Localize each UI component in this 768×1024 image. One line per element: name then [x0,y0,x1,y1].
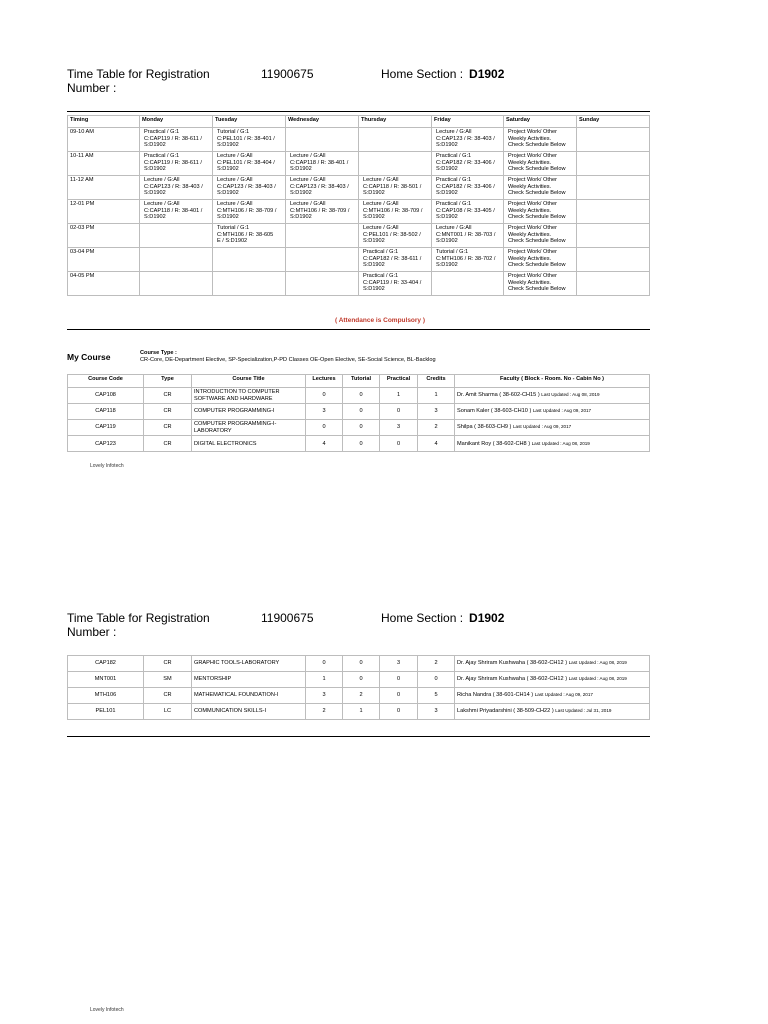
timetable-cell: Lecture / G:All C:MTH106 / R: 38-709 / S:D1902 [286,200,359,224]
timetable-time-slot: 02-03 PM [68,224,140,248]
timetable-cell: Project Work/ Other Weekly Activities. Check Schedule Below [504,224,577,248]
timetable-cell [432,272,504,296]
course-type: SM [144,672,192,688]
course-col-header: Lectures [306,375,343,388]
timetable-row [68,224,650,248]
course-code: CAP119 [68,420,144,436]
timetable-title: Time Table for Registration Number : [67,67,210,95]
course-lec: 3 [306,404,343,420]
timetable-row [68,128,650,152]
course-code: MTH106 [68,688,144,704]
faculty-name: Shilpa ( 38-603-CH9 ) [457,424,512,431]
last-updated: Last Updated : Aug 08, 2019 [541,392,600,398]
divider [67,736,650,737]
timetable-time-slot: 03-04 PM [68,248,140,272]
timetable-cell: Lecture / G:All C:PEL101 / R: 38-502 / S:D1902 [359,224,432,248]
timetable-cell: Lecture / G:All C:CAP123 / R: 38-403 / S:D1902 [286,176,359,200]
course-table [67,374,650,452]
timetable-cell [286,272,359,296]
timetable-cell [577,248,650,272]
course-faculty [455,404,650,420]
course-lec: 2 [306,704,343,720]
timetable-cell: Practical / G:1 C:CAP119 / R: 38-611 / S:D1902 [140,128,213,152]
course-col-header: Tutorial [343,375,380,388]
course-code: CAP118 [68,404,144,420]
course-prac: 0 [380,436,418,452]
course-tut: 2 [343,688,380,704]
my-course-title: My Course [67,352,111,362]
faculty-name: Sonam Kaler ( 38-603-CH10 ) [457,408,532,415]
faculty-name: Lakshmi Priyadarshini ( 38-509-CH22 ) [457,708,554,715]
timetable-cell [359,152,432,176]
attendance-note: ( Attendance is Compulsory ) [334,317,426,324]
timetable-cell: Tutorial / G:1 C:PEL101 / R: 38-401 / S:D1902 [213,128,286,152]
course-row [68,404,650,420]
course-title: MATHEMATICAL FOUNDATION-I [192,688,306,704]
course-code: CAP123 [68,436,144,452]
course-tut: 0 [343,420,380,436]
faculty-name: Dr. Amit Sharma ( 38-602-CH15 ) [457,392,540,399]
timetable-cell: Tutorial / G:1 C:MTH106 / R: 38-702 / S:D1902 [432,248,504,272]
course-title: COMPUTER PROGRAMMING-I [192,404,306,420]
timetable-time-slot: 09-10 AM [68,128,140,152]
course-prac: 0 [380,704,418,720]
registration-number: 11900675 [261,67,314,81]
course-title: COMPUTER PROGRAMMING-I-LABORATORY [192,420,306,436]
timetable-cell [213,248,286,272]
course-code: CAP182 [68,656,144,672]
timetable-title: Time Table for Registration Number : [67,611,210,639]
timetable-cell: Lecture / G:All C:MTH106 / R: 38-709 / S:D1902 [213,200,286,224]
last-updated: Last Updated : Aug 08, 2019 [531,440,590,446]
timetable-cell: Practical / G:1 C:CAP182 / R: 38-611 / S:D1902 [359,248,432,272]
course-cred: 1 [418,388,455,404]
timetable-cell [140,248,213,272]
course-col-header: Credits [418,375,455,388]
home-section [381,611,504,625]
course-row [68,388,650,404]
registration-number: 11900675 [261,611,314,625]
timetable-cell: Tutorial / G:1 C:MTH106 / R: 38-605 E / S:D1902 [213,224,286,248]
divider [67,111,650,112]
timetable-cell: Practical / G:1 C:CAP119 / R: 33-404 / S:D1902 [359,272,432,296]
timetable-cell: Lecture / G:All C:CAP118 / R: 38-401 / S:D1902 [140,200,213,224]
timetable-time-slot: 11-12 AM [68,176,140,200]
timetable-cell [286,128,359,152]
course-row [68,688,650,704]
footer-text: Lovely Infotech [90,463,124,469]
course-faculty [455,656,650,672]
course-lec: 4 [306,436,343,452]
timetable-col-header: Timing [68,116,140,128]
course-code: PEL101 [68,704,144,720]
timetable-cell: Project Work/ Other Weekly Activities. Check Schedule Below [504,176,577,200]
timetable-col-header: Sunday [577,116,650,128]
timetable-cell [140,272,213,296]
timetable-cell: Lecture / G:All C:MNT001 / R: 38-703 / S:D1902 [432,224,504,248]
course-type: CR [144,656,192,672]
course-faculty [455,672,650,688]
last-updated: Last Updated : Jul 31, 2019 [555,708,612,714]
course-prac: 0 [380,404,418,420]
timetable-col-header: Wednesday [286,116,359,128]
course-type-text: CR-Core, DE-Department Elective, SP-Specialization,P-PD Classes OE-Open Elective, SE-Social Science, BL-Backlog [140,356,436,363]
course-row [68,672,650,688]
course-table-continued [67,655,650,720]
course-lec: 0 [306,420,343,436]
course-cred: 2 [418,420,455,436]
course-prac: 3 [380,420,418,436]
timetable-cell: Practical / G:1 C:CAP182 / R: 33-406 / S:D1902 [432,152,504,176]
course-prac: 0 [380,688,418,704]
course-cred: 3 [418,404,455,420]
course-row [68,436,650,452]
timetable-time-slot: 10-11 AM [68,152,140,176]
course-row [68,420,650,436]
timetable-cell: Lecture / G:All C:CAP118 / R: 38-501 / S:D1902 [359,176,432,200]
course-title: COMMUNICATION SKILLS-I [192,704,306,720]
course-col-header: Course Title [192,375,306,388]
last-updated: Last Updated : Aug 09, 2017 [532,408,592,414]
timetable-cell: Lecture / G:All C:CAP118 / R: 38-401 / S:D1902 [286,152,359,176]
last-updated: Last Updated : Aug 08, 2019 [568,660,627,666]
course-type: CR [144,388,192,404]
timetable [67,115,650,296]
course-title: MENTORSHIP [192,672,306,688]
timetable-cell: Project Work/ Other Weekly Activities. Check Schedule Below [504,248,577,272]
course-table-header [68,375,650,388]
course-type-label: Course Type : [140,350,177,356]
timetable-cell: Project Work/ Other Weekly Activities. Check Schedule Below [504,152,577,176]
timetable-col-header: Friday [432,116,504,128]
timetable-row [68,176,650,200]
timetable-cell [577,176,650,200]
last-updated: Last Updated : Aug 08, 2019 [568,676,627,682]
timetable-cell: Project Work/ Other Weekly Activities. Check Schedule Below [504,200,577,224]
course-prac: 0 [380,672,418,688]
course-lec: 0 [306,388,343,404]
timetable-cell [286,248,359,272]
course-faculty [455,388,650,404]
timetable-row [68,248,650,272]
course-code: CAP108 [68,388,144,404]
timetable-cell [140,224,213,248]
course-tut: 0 [343,656,380,672]
footer-text: Lovely Infotech [90,1007,124,1013]
timetable-cell: Project Work/ Other Weekly Activities. Check Schedule Below [504,128,577,152]
faculty-name: Dr. Ajay Shriram Kushwaha ( 38-602-CH12 ) [457,660,568,667]
course-type-legend [140,350,436,364]
timetable-col-header: Thursday [359,116,432,128]
section-code: D1902 [469,611,505,625]
course-prac: 1 [380,388,418,404]
timetable-time-slot: 04-05 PM [68,272,140,296]
course-cred: 2 [418,656,455,672]
timetable-time-slot: 12-01 PM [68,200,140,224]
course-row [68,656,650,672]
course-col-header: Course Code [68,375,144,388]
timetable-col-header: Monday [140,116,213,128]
timetable-cell: Lecture / G:All C:MTH106 / R: 38-709 / S:D1902 [359,200,432,224]
timetable-cell [213,272,286,296]
timetable-cell [577,200,650,224]
course-cred: 0 [418,672,455,688]
course-cred: 3 [418,704,455,720]
timetable-cell: Lecture / G:All C:CAP123 / R: 38-403 / S:D1902 [140,176,213,200]
timetable-cell: Project Work/ Other Weekly Activities. Check Schedule Below [504,272,577,296]
course-tut: 0 [343,388,380,404]
course-type: CR [144,688,192,704]
course-tut: 0 [343,436,380,452]
timetable-cell: Practical / G:1 C:CAP108 / R: 33-405 / S:D1902 [432,200,504,224]
divider [67,329,650,330]
faculty-name: Manikant Roy ( 38-602-CH8 ) [457,440,531,447]
home-section [381,67,504,81]
timetable-cell: Lecture / G:All C:CAP123 / R: 38-403 / S:D1902 [213,176,286,200]
course-title: DIGITAL ELECTRONICS [192,436,306,452]
course-prac: 3 [380,656,418,672]
course-title: GRAPHIC TOOLS-LABORATORY [192,656,306,672]
last-updated: Last Updated : Aug 09, 2017 [512,424,572,430]
timetable-cell: Practical / G:1 C:CAP182 / R: 33-406 / S:D1902 [432,176,504,200]
timetable-cell [359,128,432,152]
course-lec: 1 [306,672,343,688]
home-section-label: Home Section : [381,67,464,81]
course-cred: 5 [418,688,455,704]
course-lec: 3 [306,688,343,704]
faculty-name: Richa Nandra ( 38-601-CH14 ) [457,692,534,699]
faculty-name: Dr. Ajay Shriram Kushwaha ( 38-602-CH12 ) [457,676,568,683]
section-code: D1902 [469,67,505,81]
timetable-cell: Lecture / G:All C:CAP123 / R: 38-403 / S:D1902 [432,128,504,152]
timetable-cell [577,128,650,152]
course-row [68,704,650,720]
timetable-cell [577,224,650,248]
course-col-header: Practical [380,375,418,388]
timetable-header-row [68,116,650,128]
course-type: CR [144,436,192,452]
course-type: CR [144,404,192,420]
course-tut: 1 [343,704,380,720]
course-title: INTRODUCTION TO COMPUTER SOFTWARE AND HARDWARE [192,388,306,404]
course-faculty [455,420,650,436]
timetable-row [68,200,650,224]
timetable-row [68,152,650,176]
course-faculty [455,704,650,720]
course-lec: 0 [306,656,343,672]
home-section-label: Home Section : [381,611,464,625]
course-faculty [455,436,650,452]
course-type: CR [144,420,192,436]
timetable-col-header: Tuesday [213,116,286,128]
last-updated: Last Updated : Aug 09, 2017 [534,692,593,698]
course-col-header: Type [144,375,192,388]
timetable-cell [286,224,359,248]
course-tut: 0 [343,672,380,688]
timetable-cell: Practical / G:1 C:CAP119 / R: 38-611 / S:D1902 [140,152,213,176]
course-type: LC [144,704,192,720]
timetable-cell [577,272,650,296]
course-cred: 4 [418,436,455,452]
course-faculty [455,688,650,704]
timetable-cell [577,152,650,176]
course-col-header: Faculty ( Block - Room. No - Cabin No ) [455,375,650,388]
timetable-col-header: Saturday [504,116,577,128]
course-tut: 0 [343,404,380,420]
timetable-row [68,272,650,296]
course-code: MNT001 [68,672,144,688]
timetable-cell: Lecture / G:All C:PEL101 / R: 38-404 / S:D1902 [213,152,286,176]
